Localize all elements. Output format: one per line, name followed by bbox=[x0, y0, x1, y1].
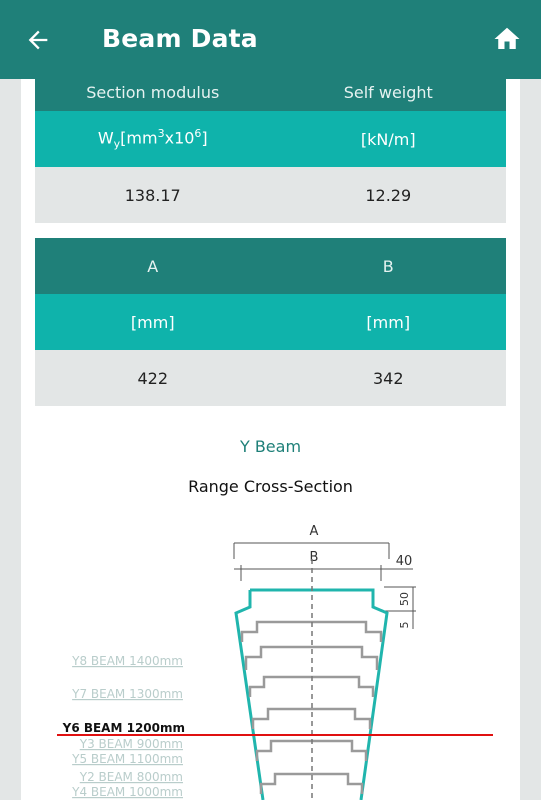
table-unit-row bbox=[35, 111, 506, 167]
table-unit-row bbox=[35, 294, 506, 350]
dimension-40-label: 40 bbox=[395, 554, 413, 569]
dimension-5-label: 5 bbox=[398, 621, 411, 629]
beam-size-list-lower bbox=[21, 728, 221, 788]
header-b: B bbox=[382, 256, 394, 276]
dimension-a-label: A bbox=[309, 524, 319, 539]
dimension-50-label: 50 bbox=[398, 592, 411, 606]
home-icon[interactable] bbox=[491, 24, 523, 54]
arrow-left-icon[interactable] bbox=[24, 26, 52, 54]
page-title: Beam Data bbox=[102, 24, 258, 53]
beam-type-title: Y Beam bbox=[239, 437, 302, 456]
value-b: 342 bbox=[372, 368, 404, 388]
beam-size-y5[interactable]: Y5 BEAM 1100mm bbox=[72, 752, 183, 766]
header-section-modulus: Section modulus bbox=[86, 83, 220, 102]
beam-size-y4[interactable]: Y4 BEAM 1000mm bbox=[72, 785, 183, 799]
beam-size-y3[interactable]: Y3 BEAM 900mm bbox=[79, 737, 183, 751]
unit-a: [mm] bbox=[130, 312, 175, 332]
beam-size-y8[interactable]: Y8 BEAM 1400mm bbox=[72, 654, 183, 668]
header-self-weight: Self weight bbox=[343, 83, 433, 102]
range-cross-section-title: Range Cross-Section bbox=[188, 477, 353, 496]
unit-section-modulus bbox=[35, 111, 271, 167]
value-section-modulus: 138.17 bbox=[124, 185, 181, 205]
dimensions-table bbox=[35, 238, 506, 406]
unit-self-weight: [kN/m] bbox=[360, 129, 416, 149]
unit-b: [mm] bbox=[366, 312, 411, 332]
dimension-b-label: B bbox=[309, 550, 319, 565]
table-value-row bbox=[35, 350, 506, 406]
beam-size-y6-selected[interactable]: Y6 BEAM 1200mm bbox=[62, 721, 185, 735]
value-self-weight: 12.29 bbox=[365, 185, 412, 205]
beam-size-y2[interactable]: Y2 BEAM 800mm bbox=[79, 770, 183, 784]
value-a: 422 bbox=[137, 368, 169, 388]
table-value-row bbox=[35, 167, 506, 223]
header-a: A bbox=[147, 256, 159, 276]
table-header-row bbox=[35, 238, 506, 294]
app-bar bbox=[0, 0, 541, 79]
section-modulus-table bbox=[35, 56, 506, 223]
content-card bbox=[21, 79, 520, 800]
unit-section-modulus-text: $W_y[mm^3x10^6]$ bbox=[97, 127, 208, 151]
beam-size-y7[interactable]: Y7 BEAM 1300mm bbox=[72, 687, 183, 701]
